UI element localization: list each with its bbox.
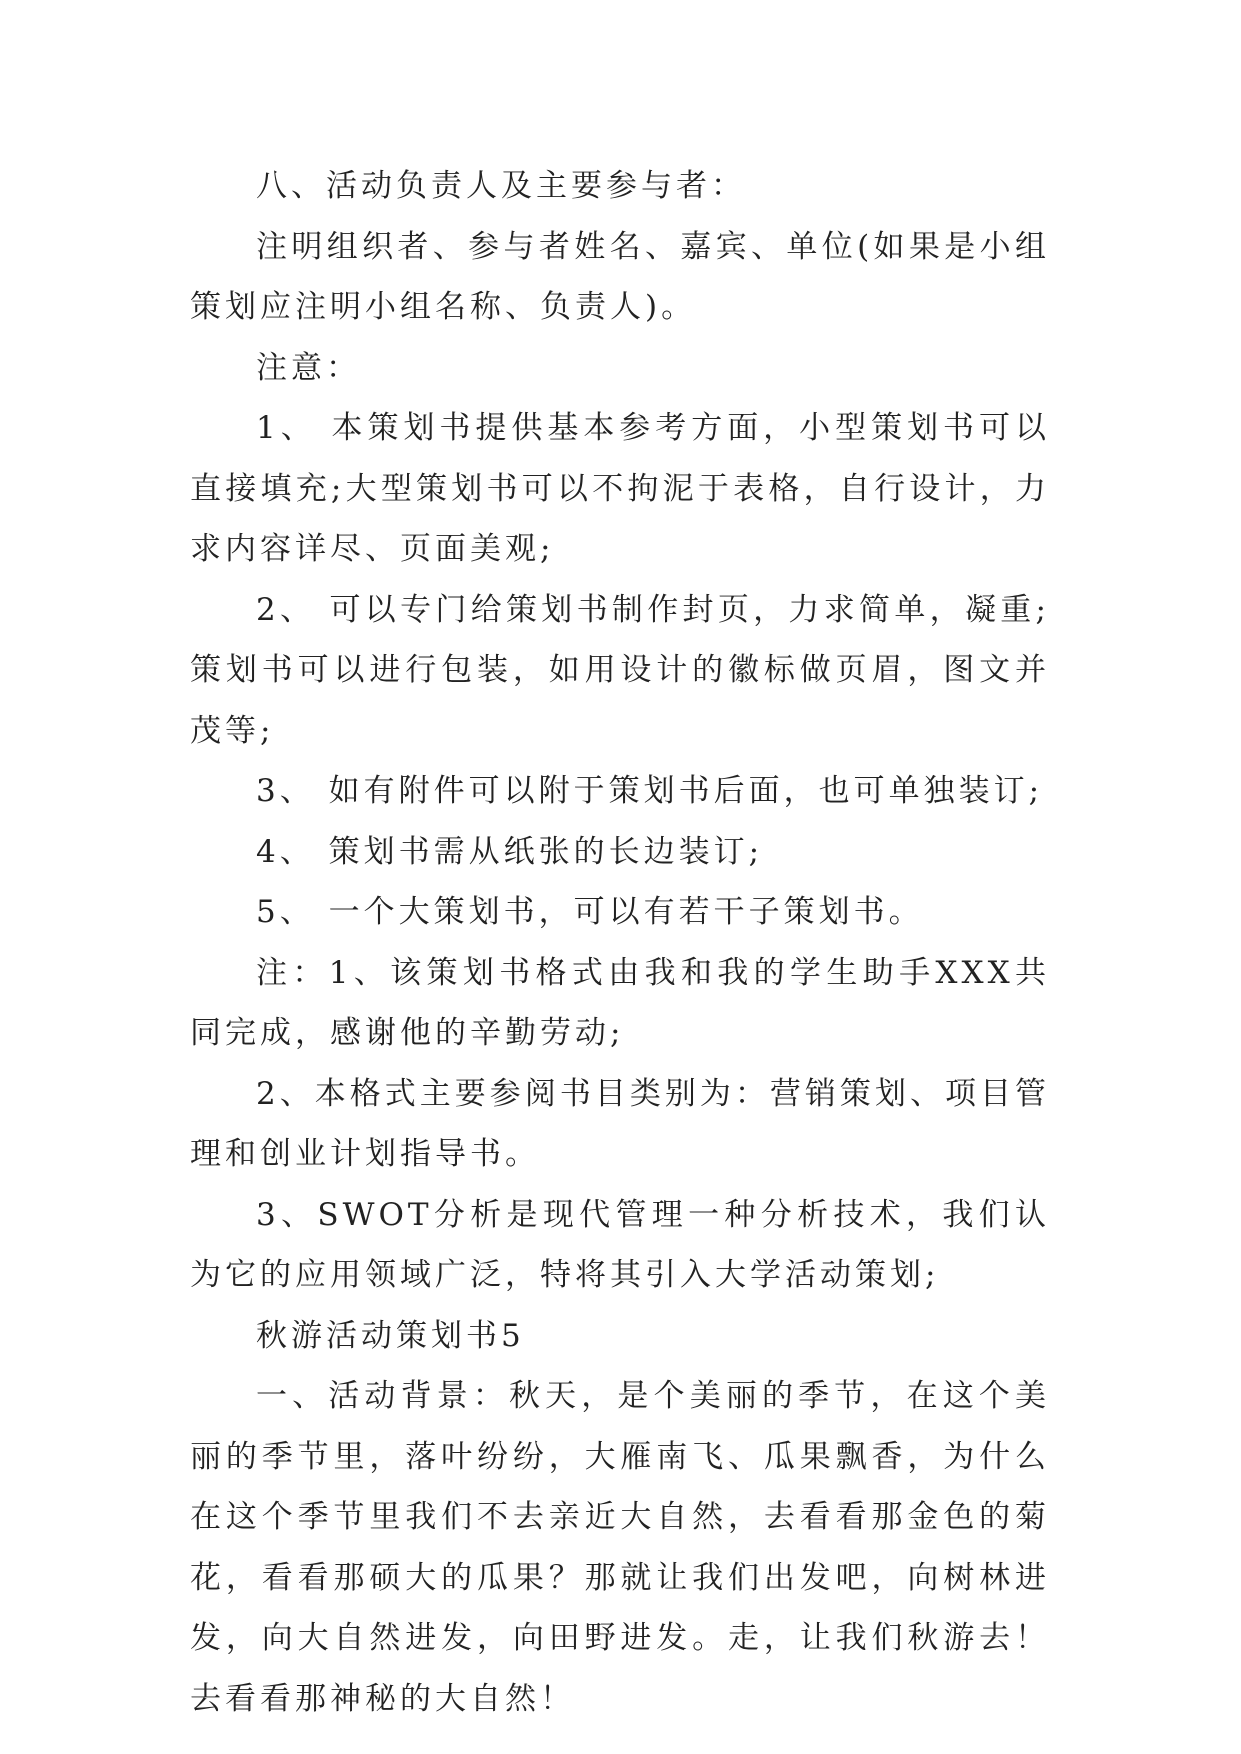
paragraph-notice-3: 3、 如有附件可以附于策划书后面，也可单独装订; xyxy=(256,773,1044,809)
paragraph-participants: 注明组织者、参与者姓名、嘉宾、单位(如果是小组策划应注明小组名称、负责人)。 xyxy=(190,228,1050,325)
paragraph-notice-4: 4、 策划书需从纸张的长边装订; xyxy=(256,833,764,870)
paragraph-note-2: 2、本格式主要参阅书目类别为：营销策划、项目管理和创业计划指导书。 xyxy=(190,1075,1050,1172)
paragraph-background: 一、活动背景：秋天，是个美丽的季节，在这个美丽的季节里，落叶纷纷，大雁南飞、瓜果飘香，为什么在这个季节里我们不去亲近大自然，去看看那金色的菊花，看看那硕大的瓜果？那就让我们出发吧，向树林进发，向大自然进发，向田野进发。走，让我们秋游去！去看看那神秘的大自然！ xyxy=(190,1378,1050,1717)
document-body xyxy=(190,156,1050,1729)
paragraph-note-3: 3、SWOT分析是现代管理一种分析技术，我们认为它的应用领域广泛，特将其引入大学活动策划; xyxy=(190,1196,1050,1293)
paragraph-notice-5: 5、 一个大策划书，可以有若干子策划书。 xyxy=(256,894,924,930)
paragraph-notice-1: 1、 本策划书提供基本参考方面，小型策划书可以直接填充;大型策划书可以不拘泥于表格，自行设计，力求内容详尽、页面美观; xyxy=(190,410,1050,567)
paragraph-note-1: 注：1、该策划书格式由我和我的学生助手XXX共同完成，感谢他的辛勤劳动; xyxy=(190,954,1050,1051)
paragraph-section-8-heading: 八、活动负责人及主要参与者： xyxy=(256,168,746,204)
paragraph-notice-2: 2、 可以专门给策划书制作封页，力求简单，凝重;策划书可以进行包装，如用设计的徽标做页眉，图文并茂等; xyxy=(190,591,1050,749)
paragraph-notice-heading: 注意： xyxy=(256,349,361,386)
paragraph-plan-5-title: 秋游活动策划书5 xyxy=(256,1317,525,1354)
